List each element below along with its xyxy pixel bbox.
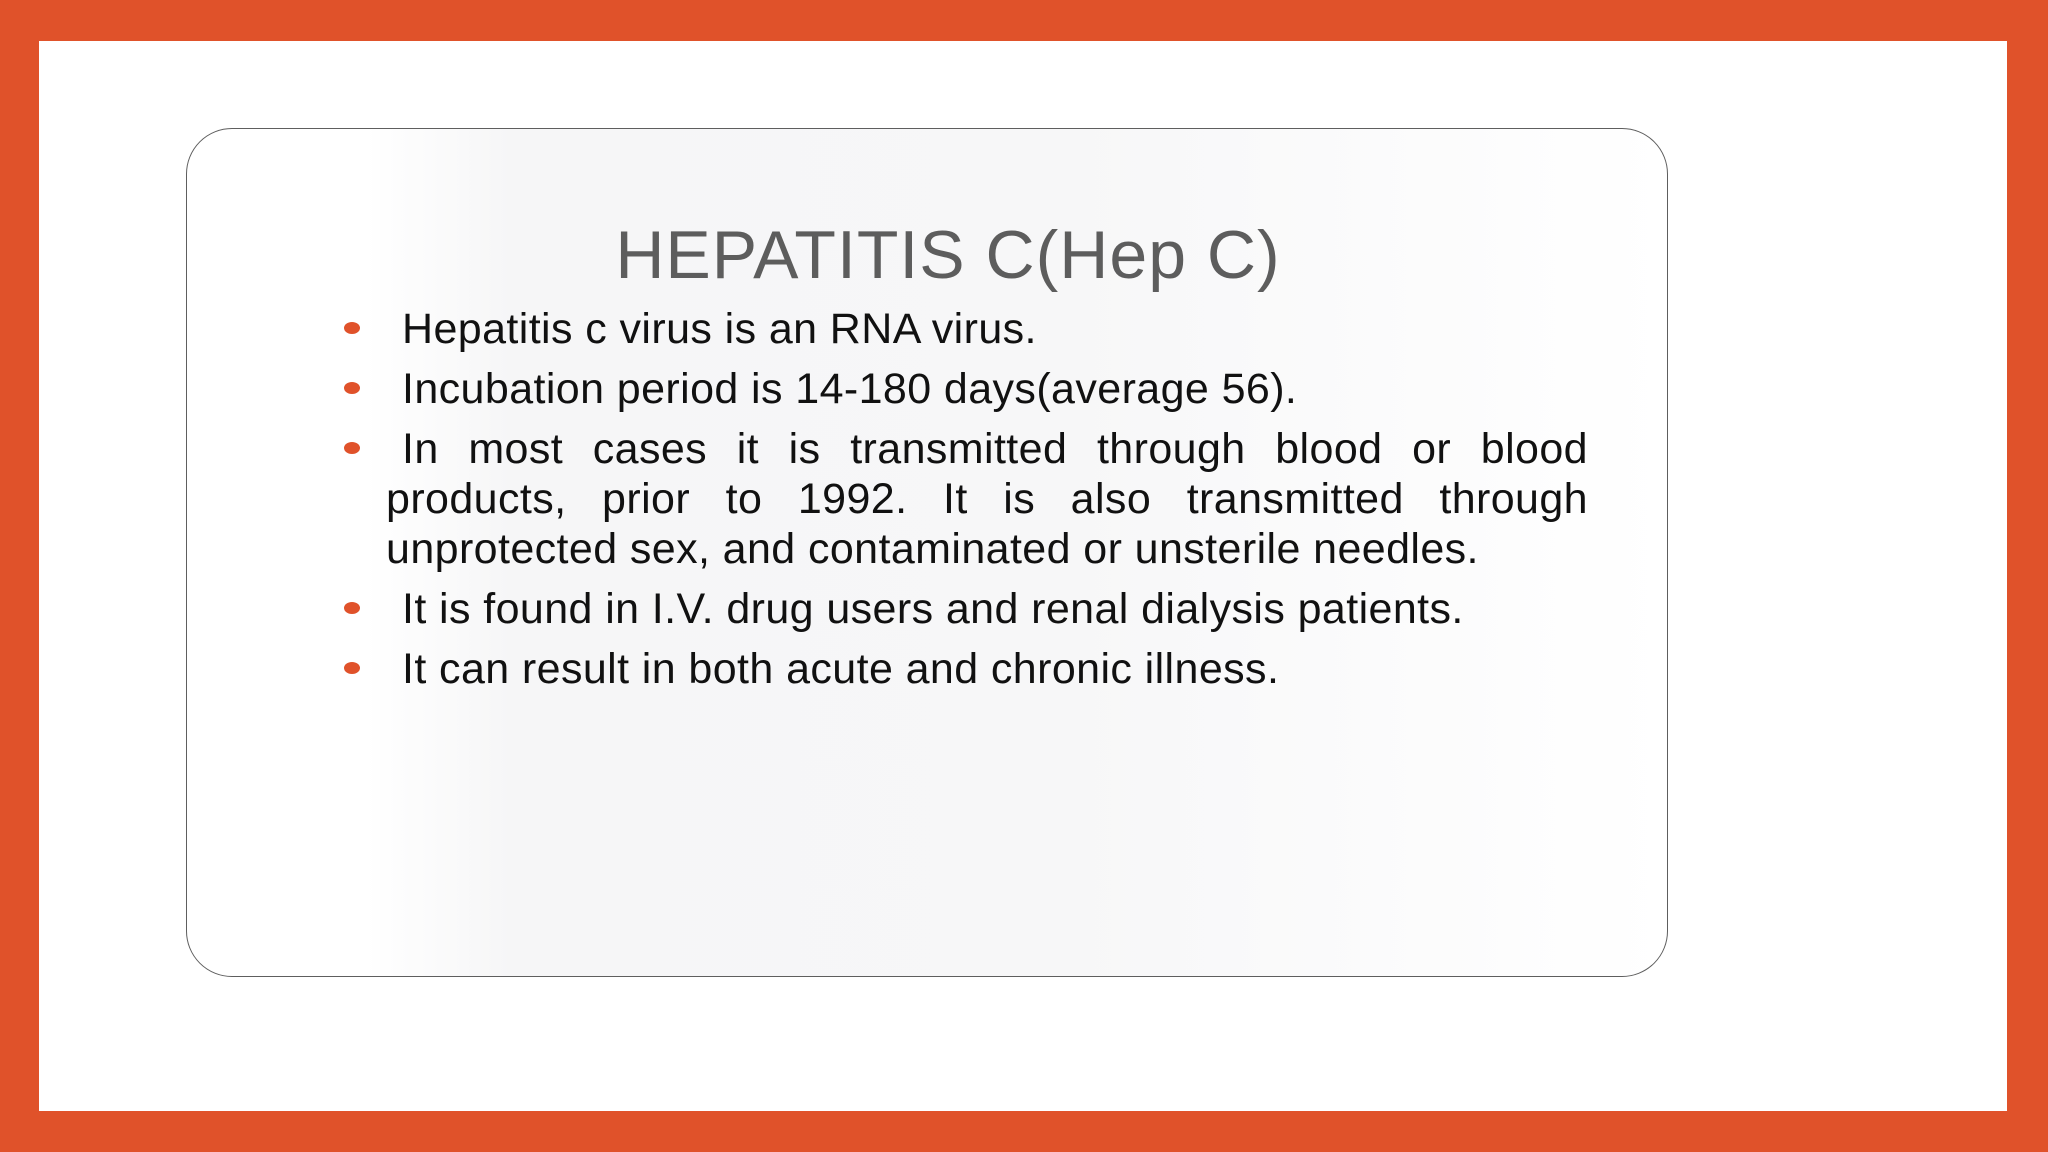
bullet-dot-icon <box>344 602 360 614</box>
bullet-text: Incubation period is 14-180 days(average 56). <box>402 365 1298 413</box>
bullet-text: It can result in both acute and chronic illness. <box>402 645 1280 693</box>
bullet-dot-icon <box>344 382 360 394</box>
bullet-text: In most cases it is transmitted through blood or blood products, prior to 1992. It is also transmitted through unprotected sex, and contaminated or unsterile needles. <box>386 425 1588 573</box>
bullet-item <box>386 424 1588 574</box>
bullet-text: Hepatitis c virus is an RNA virus. <box>402 305 1037 353</box>
bullet-item <box>386 644 1588 694</box>
slide-title: HEPATITIS C(Hep C) <box>615 217 1281 293</box>
bullet-item <box>386 364 1588 414</box>
slide-canvas <box>39 41 2007 1111</box>
bullet-dot-icon <box>344 322 360 334</box>
bullet-list <box>386 304 1588 704</box>
bullet-dot-icon <box>344 442 360 454</box>
bullet-text: It is found in I.V. drug users and renal dialysis patients. <box>402 585 1464 633</box>
bullet-item <box>386 584 1588 634</box>
content-card <box>186 128 1668 977</box>
bullet-item <box>386 304 1588 354</box>
bullet-dot-icon <box>344 662 360 674</box>
